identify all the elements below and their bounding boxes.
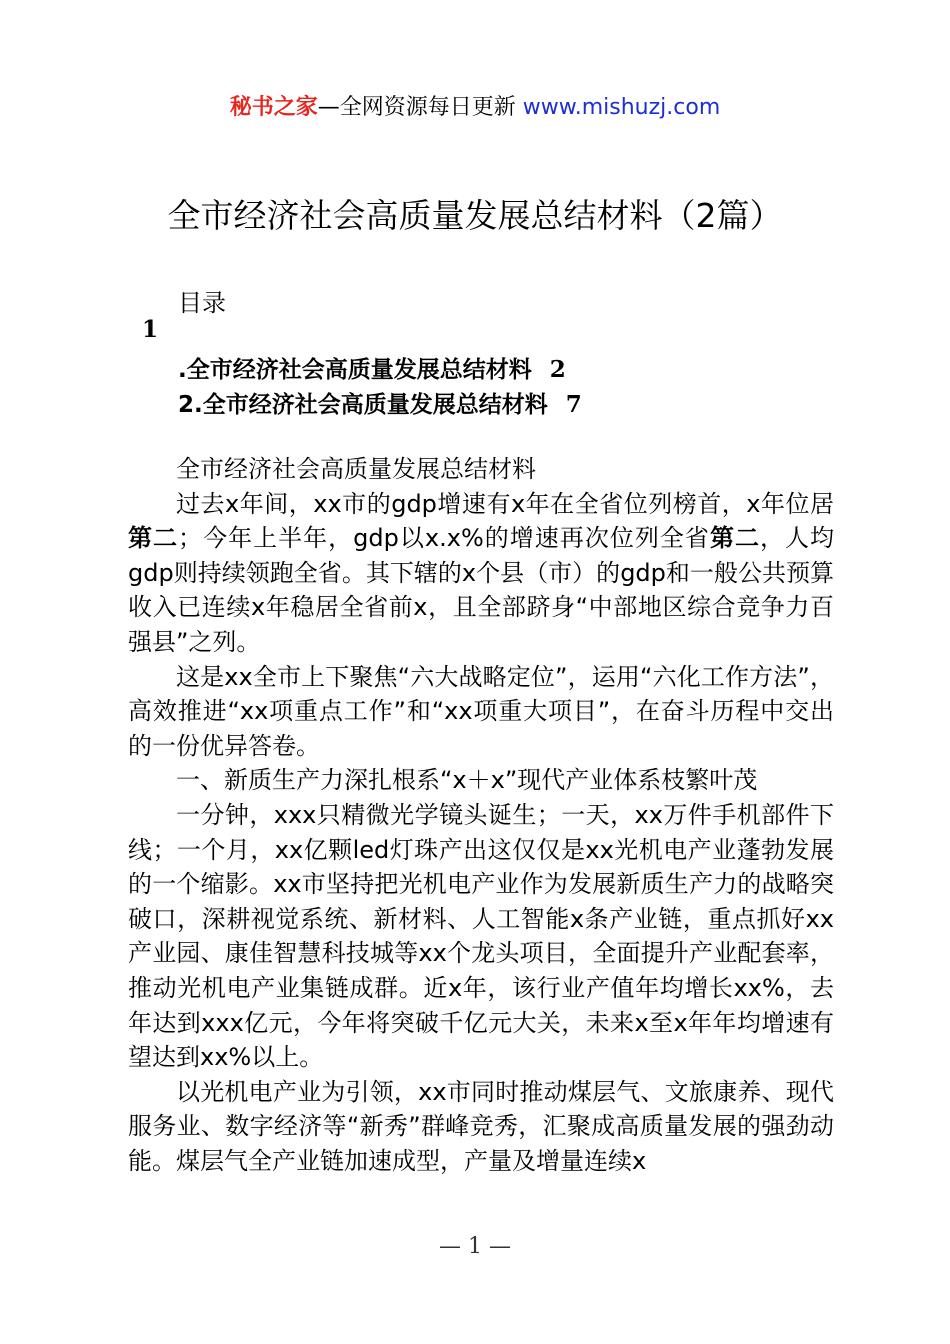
paragraph-text: 过去x年间，xx市的gdp增速有x年在全省位列榜首，x年位居	[176, 489, 834, 518]
toc-entry-number: 1	[142, 316, 159, 343]
article-heading: 全市经济社会高质量发展总结材料	[176, 455, 536, 483]
paragraph-3: 一分钟，xxx只精微光学镜头诞生；一天，xx万件手机部件下线；一个月，xx亿颗led灯珠产出这仅仅是xx光机电产业蓬勃发展的一个缩影。xx市坚持把光机电产业作为发展新质生产力的战略突破口，深耕视觉系统、新材料、人工智能x条产业链，重点抓好xx产业园、康佳智慧科技城等xx个龙头项目，全面提升产业配套率，推动光机电产业集链成群。近x年，该行业产值年均增长xx%，去年达到xxx亿元，今年将突破千亿元大关，未来x至x年年均增速有望达到xx%以上。	[128, 800, 834, 1072]
paragraph-text: ，人均gdp则持续领跑全省。其下辖的x个县（市）的gdp和一般公共预算收入已连续x年稳居全省前x，且全部跻身“中部地区综合竞争力百强县”之列。	[128, 524, 835, 656]
site-banner	[0, 90, 950, 121]
toc-entry-label: 2.全市经济社会高质量发展总结材料	[178, 392, 548, 418]
paragraph-text: ；今年上半年，gdp以x.x%的增速再次位列全省	[178, 524, 710, 553]
paragraph-1	[128, 487, 834, 660]
banner-url-link[interactable]: www.mishuzj.com	[522, 95, 721, 120]
paragraph-4: 以光机电产业为引领，xx市同时推动煤层气、文旅康养、现代服务业、数字经济等“新秀”群峰竞秀，汇聚成高质量发展的强劲动能。煤层气全产业链加速成型，产量及增量连续x	[128, 1077, 834, 1175]
toc-entry-label: .全市经济社会高质量发展总结材料	[178, 357, 532, 383]
toc-entry-page: 2	[549, 356, 566, 383]
banner-brand: 秘书之家	[229, 95, 318, 120]
toc-entry-page: 7	[565, 391, 582, 418]
document-title: 全市经济社会高质量发展总结材料（2篇）	[167, 196, 783, 235]
article-body	[128, 452, 834, 1178]
page-number: — 1 —	[439, 1234, 511, 1259]
bold-text: 第二	[128, 524, 179, 553]
toc-entry-2[interactable]	[178, 386, 582, 419]
toc-heading: 目录	[178, 289, 226, 317]
toc-entry-1[interactable]	[178, 351, 566, 384]
paragraph-2: 这是xx全市上下聚焦“六大战略定位”，运用“六化工作方法”，高效推进“xx项重点工作”和“xx项重大项目”，在奋斗历程中交出的一份优异答卷。	[128, 662, 834, 760]
bold-text: 第二	[709, 524, 760, 553]
section-heading-1: 一、新质生产力深扎根系“x＋x”现代产业体系枝繁叶茂	[176, 766, 758, 795]
banner-slogan: —全网资源每日更新	[317, 95, 523, 120]
